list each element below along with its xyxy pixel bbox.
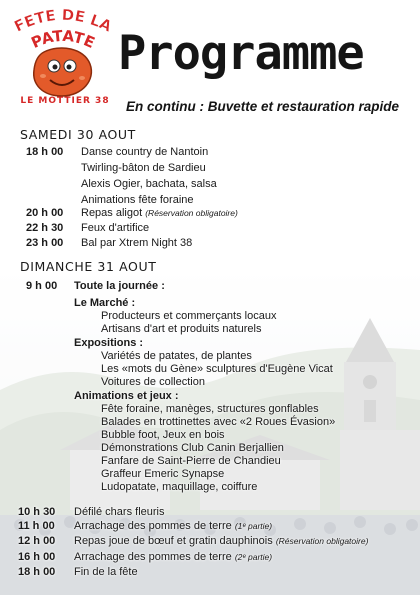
- day1-title: SAMEDI 30 AOUT: [20, 127, 136, 142]
- list-item: Fanfare de Saint-Pierre de Chandieu: [101, 455, 281, 467]
- subtitle: En continu : Buvette et restauration rapide: [126, 99, 400, 114]
- event-time: 10 h 30: [18, 506, 56, 518]
- list-item: Producteurs et commerçants locaux: [101, 310, 277, 322]
- day1-event: [0, 176, 420, 192]
- event-note: (1ᵉ partie): [234, 521, 273, 531]
- animations-title: Animations et jeux :: [74, 390, 179, 402]
- day1-event: [0, 144, 420, 160]
- event-text: Repas aligot: [81, 207, 143, 219]
- event-time: 18 h 00: [26, 146, 64, 158]
- event-text: Alexis Ogier, bachata, salsa: [81, 178, 217, 190]
- start-time: 9 h 00: [26, 280, 58, 292]
- event-text: Fin de la fête: [74, 566, 138, 578]
- list-item: Voitures de collection: [101, 376, 205, 388]
- expositions-title: Expositions :: [74, 337, 144, 349]
- event-time: 12 h 00: [18, 535, 56, 547]
- event-note: (Réservation obligatoire): [145, 208, 238, 218]
- list-item: Démonstrations Club Canin Berjallien: [101, 442, 284, 454]
- event-time: 23 h 00: [26, 237, 64, 249]
- event-note: (Réservation obligatoire): [275, 536, 369, 546]
- day1-event: [0, 220, 420, 236]
- event-text: Danse country de Nantoin: [81, 146, 209, 158]
- list-item: Variétés de patates, de plantes: [101, 350, 252, 362]
- fete-logo: [4, 6, 122, 110]
- list-item: Balades en trottinettes avec «2 Roues Évasion»: [101, 416, 336, 428]
- list-item: Graffeur Emeric Synapse: [101, 468, 225, 480]
- logo-line2: PATATE: [28, 26, 98, 52]
- marche-title: Le Marché :: [74, 297, 136, 309]
- day1-event: [0, 205, 420, 221]
- day1-event: [0, 160, 420, 176]
- list-item: Fête foraine, manèges, structures gonflables: [101, 403, 319, 415]
- day2-event: [0, 564, 420, 580]
- event-text: Arrachage des pommes de terre: [74, 520, 232, 532]
- event-text: Animations fête foraine: [81, 194, 194, 206]
- event-time: 18 h 00: [18, 566, 56, 578]
- logo-line1: FETE DE LA: [11, 8, 115, 36]
- event-time: 11 h 00: [18, 520, 55, 532]
- event-time: 16 h 00: [18, 551, 56, 563]
- event-time: 20 h 00: [26, 207, 64, 219]
- event-time: 22 h 30: [26, 222, 64, 234]
- event-text: Bal par Xtrem Night 38: [81, 237, 193, 249]
- day2-event: [0, 518, 420, 534]
- day2-start: [0, 278, 420, 294]
- page-title: Programme: [118, 26, 364, 81]
- event-text: Repas joue de bœuf et gratin dauphinois: [74, 535, 273, 547]
- list-item: Les «mots du Gène» sculptures d'Eugène Vicat: [101, 363, 333, 375]
- list-item: Ludopatate, maquillage, coiffure: [101, 481, 258, 493]
- potato-mascot-icon: [30, 46, 96, 98]
- event-text: Arrachage des pommes de terre: [74, 551, 232, 563]
- day2-title: DIMANCHE 31 AOUT: [20, 259, 157, 274]
- event-text: Feux d'artifice: [81, 222, 150, 234]
- day2-event: [0, 549, 420, 565]
- event-text: Défilé chars fleuris: [74, 506, 165, 518]
- event-text: Twirling-bâton de Sardieu: [81, 162, 206, 174]
- list-item: Bubble foot, Jeux en bois: [101, 429, 225, 441]
- logo-footer: LE MOTTIER 38: [20, 96, 110, 106]
- day1-event: [0, 235, 420, 251]
- list-item: Artisans d'art et produits naturels: [101, 323, 262, 335]
- event-note: (2ᵉ partie): [234, 552, 273, 562]
- start-label: Toute la journée :: [74, 280, 165, 292]
- day2-event: [0, 533, 420, 549]
